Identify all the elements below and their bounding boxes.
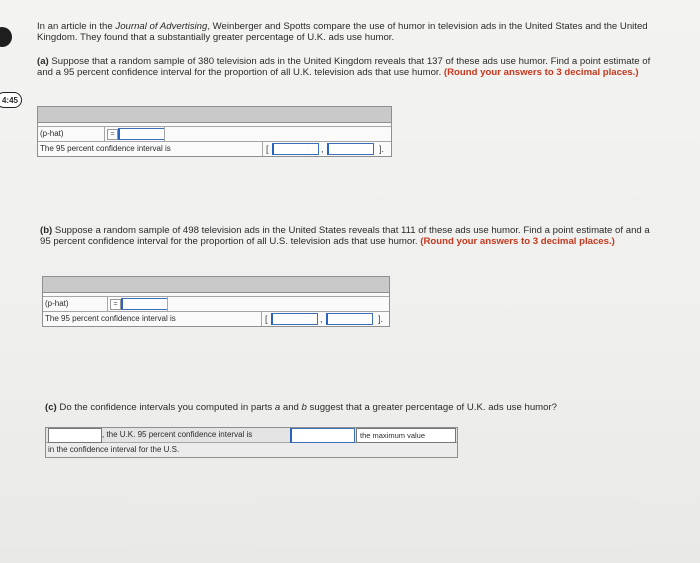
question-a: (a) Suppose that a random sample of 380 television ads in the United Kingdom reveals that 137 of these ads use humor. Find a point estimate of and a 95 percent confidence interval for the proportion of all U.K. television ads that use humor. (Round your answers to 3 decimal places.) — [37, 56, 651, 79]
open-bracket: [ — [265, 314, 268, 324]
ci-row — [43, 312, 389, 326]
cell-divider — [262, 142, 263, 156]
ci-lower-input-b[interactable] — [271, 313, 318, 325]
comparison-row — [46, 428, 457, 443]
answer-table-b — [42, 276, 390, 327]
p-hat-input-b[interactable] — [121, 298, 168, 310]
cell-divider — [107, 297, 108, 311]
table-header — [38, 107, 391, 123]
p-hat-row — [43, 297, 389, 312]
question-b: (b) Suppose a random sample of 498 television ads in the United States reveals that 111 of these ads use humor. Find a point estimate of and a 95 percent confidence interval for the proportion of all U.S. television ads that use humor. (Round your answers to 3 decimal places.) — [40, 225, 650, 248]
p-hat-label: (p-hat) — [40, 129, 64, 138]
timer-badge: 4:45 — [0, 92, 22, 108]
equals-sign: = — [107, 129, 118, 140]
answer-select-1[interactable] — [48, 428, 102, 443]
answer-select-2[interactable] — [290, 428, 355, 443]
ci-upper-input-a[interactable] — [327, 143, 374, 155]
p-hat-row — [38, 127, 391, 142]
ci-label: The 95 percent confidence interval is — [45, 314, 176, 323]
ci-upper-input-b[interactable] — [326, 313, 373, 325]
answer-table-a — [37, 106, 392, 157]
comma: , — [320, 314, 323, 324]
comparison-row-2 — [46, 443, 457, 457]
cell-divider — [164, 127, 165, 141]
answer-select-3[interactable] — [356, 428, 456, 443]
question-c: (c) Do the confidence intervals you computed in parts a and b suggest that a greater percentage of U.K. ads use humor? — [45, 402, 558, 413]
close-bracket: ]. — [378, 314, 384, 324]
ci-label: The 95 percent confidence interval is — [40, 144, 171, 153]
close-bracket: ]. — [379, 144, 385, 154]
answer-table-c — [45, 427, 458, 458]
equals-sign: = — [110, 299, 121, 310]
ci-lower-input-a[interactable] — [272, 143, 319, 155]
open-bracket: [ — [266, 144, 269, 154]
p-hat-input-a[interactable] — [118, 128, 165, 140]
ci-row — [38, 142, 391, 156]
nav-dot-icon — [0, 27, 12, 47]
cell-divider — [104, 127, 105, 141]
intro-text: In an article in the Journal of Advertising, Weinberger and Spotts compare the use of humor in television ads in the United States and the United Kingdom. They found that a substantially greater percentage of U.K. ads use humor. — [37, 21, 648, 44]
cell-divider — [167, 297, 168, 311]
comparison-text-2: in the confidence interval for the U.S. — [48, 445, 180, 454]
p-hat-label: (p-hat) — [45, 299, 69, 308]
comma: , — [321, 144, 324, 154]
comparison-text-1: , the U.K. 95 percent confidence interval is — [102, 430, 253, 439]
select-value: the maximum value — [360, 431, 426, 440]
cell-divider — [261, 312, 262, 326]
table-header — [43, 277, 389, 293]
